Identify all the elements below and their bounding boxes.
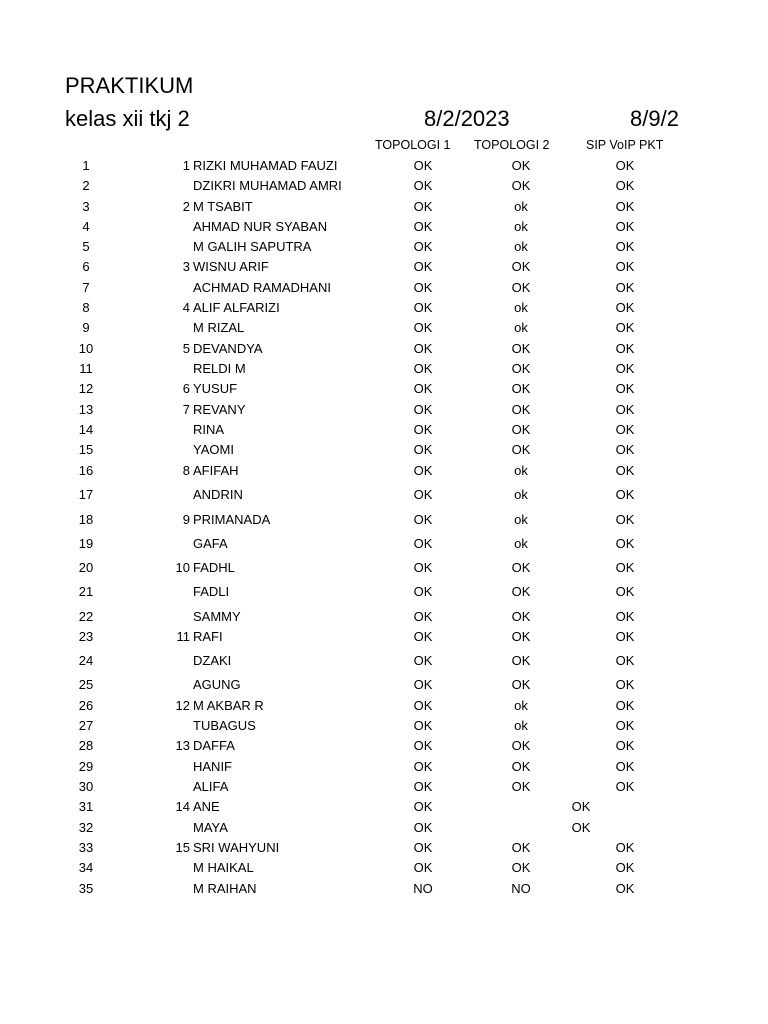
column-header-topologi-2: TOPOLOGI 2 [474,138,550,152]
row-number: 35 [78,881,94,896]
topologi-2-status: OK [511,584,531,599]
student-name: YAOMI [193,442,234,457]
row-number: 31 [78,799,94,814]
topologi-2-status: ok [514,320,528,335]
topologi-2-status: OK [511,259,531,274]
student-name: HANIF [193,759,232,774]
topologi-2-status: ok [514,512,528,527]
student-name: DZIKRI MUHAMAD AMRI [193,178,342,193]
sheet-title: PRAKTIKUM [65,73,194,98]
topologi-2-status: OK [511,779,531,794]
row-number: 34 [78,860,94,875]
row-number: 17 [78,487,94,502]
sip-voip-status: OK [615,381,635,396]
sip-voip-status: OK [615,653,635,668]
student-name: DEVANDYA [193,341,263,356]
topologi-1-status: OK [413,560,433,575]
topologi-1-status: OK [413,799,433,814]
topologi-2-status: OK [511,361,531,376]
row-number: 14 [78,422,94,437]
group-number: 1 [182,158,190,173]
sip-voip-status: OK [615,402,635,417]
topologi-2-status: OK [511,442,531,457]
topologi-1-status: OK [413,738,433,753]
topologi-2-status: OK [511,341,531,356]
sip-voip-status: OK [615,759,635,774]
row-number: 4 [82,219,90,234]
sip-voip-status: OK [571,799,591,814]
topologi-1-status: OK [413,698,433,713]
sip-voip-status: OK [615,341,635,356]
group-number: 2 [182,199,190,214]
row-number: 9 [82,320,90,335]
student-name: PRIMANADA [193,512,271,527]
topologi-1-status: OK [413,341,433,356]
topologi-1-status: OK [413,361,433,376]
sip-voip-status: OK [615,718,635,733]
sip-voip-status: OK [615,860,635,875]
student-name: M AKBAR R [193,698,264,713]
topologi-1-status: OK [413,840,433,855]
student-name: ANE [193,799,220,814]
group-number: 10 [175,560,190,575]
topologi-2-status: OK [511,840,531,855]
sip-voip-status: OK [615,840,635,855]
topologi-2-status: ok [514,239,528,254]
column-header-topologi-1: TOPOLOGI 1 [375,138,451,152]
date-header-1: 8/2/2023 [424,106,510,131]
group-number: 13 [175,738,190,753]
sip-voip-status: OK [615,320,635,335]
topologi-2-status: ok [514,300,528,315]
topologi-2-status: ok [514,698,528,713]
row-number: 24 [78,653,94,668]
row-number: 18 [78,512,94,527]
student-name: ANDRIN [193,487,243,502]
topologi-1-status: OK [413,442,433,457]
topologi-1-status: OK [413,512,433,527]
sip-voip-status: OK [615,609,635,624]
group-number: 6 [182,381,190,396]
topologi-2-status: OK [511,280,531,295]
student-name: MAYA [193,820,228,835]
student-name: ALIF ALFARIZI [193,300,280,315]
row-number: 7 [82,280,90,295]
student-name: RINA [193,422,225,437]
sip-voip-status: OK [615,422,635,437]
topologi-2-status: OK [511,759,531,774]
sip-voip-status: OK [615,361,635,376]
sip-voip-status: OK [615,158,635,173]
topologi-1-status: OK [413,820,433,835]
topologi-1-status: OK [413,381,433,396]
date-header-2-clip [630,105,682,135]
topologi-1-status: OK [413,259,433,274]
student-name: ACHMAD RAMADHANI [193,280,331,295]
topologi-2-status: ok [514,718,528,733]
sip-voip-status: OK [615,536,635,551]
group-number: 8 [182,463,190,478]
group-number: 4 [182,300,190,315]
group-number: 14 [175,799,190,814]
sip-voip-status: OK [615,239,635,254]
topologi-2-status: OK [511,402,531,417]
student-name: SAMMY [193,609,241,624]
topologi-1-status: OK [413,584,433,599]
student-name: RAFI [193,629,223,644]
student-name: DZAKI [193,653,232,668]
student-name: AHMAD NUR SYABAN [193,219,328,234]
topologi-2-status: OK [511,629,531,644]
sip-voip-status: OK [615,584,635,599]
column-header-sip-voip-pkt: SIP VoIP PKT [586,138,664,152]
row-number: 32 [78,820,94,835]
row-number: 8 [82,300,90,315]
group-number: 9 [182,512,190,527]
student-name: WISNU ARIF [193,259,269,274]
row-number: 19 [78,536,94,551]
student-name: YUSUF [193,381,238,396]
topologi-1-status: OK [413,718,433,733]
row-number: 26 [78,698,94,713]
sip-voip-status: OK [615,512,635,527]
topologi-2-status: OK [511,178,531,193]
student-name: GAFA [193,536,228,551]
topologi-1-status: OK [413,320,433,335]
topologi-2-status: ok [514,536,528,551]
sip-voip-status: OK [615,881,635,896]
sip-voip-status: OK [615,259,635,274]
student-name: AFIFAH [193,463,239,478]
topologi-2-status: OK [511,653,531,668]
row-number: 5 [82,239,90,254]
topologi-1-status: OK [413,860,433,875]
student-name: M HAIKAL [193,860,254,875]
topologi-1-status: OK [413,178,433,193]
student-name: REVANY [193,402,246,417]
sip-voip-status: OK [615,698,635,713]
sip-voip-status: OK [615,738,635,753]
group-number: 7 [182,402,190,417]
topologi-1-status: OK [413,199,433,214]
sip-voip-status: OK [571,820,591,835]
topologi-1-status: OK [413,653,433,668]
topologi-2-status: OK [511,609,531,624]
topologi-1-status: OK [413,239,433,254]
row-number: 10 [78,341,94,356]
topologi-1-status: OK [413,609,433,624]
row-number: 30 [78,779,94,794]
sip-voip-status: OK [615,677,635,692]
student-name: M RIZAL [193,320,245,335]
topologi-2-status: OK [511,158,531,173]
topologi-2-status: OK [511,738,531,753]
row-number: 22 [78,609,94,624]
topologi-2-status: NO [511,881,531,896]
sip-voip-status: OK [615,219,635,234]
student-name: FADHL [193,560,235,575]
row-number: 2 [82,178,90,193]
sip-voip-status: OK [615,463,635,478]
topologi-1-status: OK [413,463,433,478]
row-number: 16 [78,463,94,478]
sip-voip-status: OK [615,487,635,502]
student-name: M RAIHAN [193,881,257,896]
date-header-2: 8/9/2 [630,106,679,131]
student-name: AGUNG [193,677,241,692]
row-number: 33 [78,840,94,855]
row-number: 23 [78,629,94,644]
row-number: 27 [78,718,94,733]
topologi-1-status: OK [413,759,433,774]
topologi-1-status: OK [413,422,433,437]
topologi-2-status: OK [511,381,531,396]
topologi-1-status: NO [413,881,433,896]
sip-voip-status: OK [615,280,635,295]
sip-voip-status: OK [615,442,635,457]
group-number: 15 [175,840,190,855]
student-name: ALIFA [193,779,229,794]
row-number: 25 [78,677,94,692]
topologi-1-status: OK [413,629,433,644]
group-number: 3 [182,259,190,274]
row-number: 6 [82,259,90,274]
student-name: DAFFA [193,738,235,753]
topologi-2-status: ok [514,219,528,234]
group-number: 5 [182,341,190,356]
topologi-1-status: OK [413,280,433,295]
row-number: 11 [79,361,93,376]
student-name: M GALIH SAPUTRA [193,239,312,254]
topologi-2-status: OK [511,677,531,692]
student-name: RELDI M [193,361,246,376]
row-number: 20 [78,560,94,575]
topologi-1-status: OK [413,487,433,502]
topologi-2-status: ok [514,463,528,478]
class-label: kelas xii tkj 2 [65,106,190,131]
row-number: 21 [78,584,94,599]
sip-voip-status: OK [615,199,635,214]
topologi-2-status: OK [511,422,531,437]
sip-voip-status: OK [615,629,635,644]
row-number: 28 [78,738,94,753]
student-name: TUBAGUS [193,718,256,733]
topologi-2-status: ok [514,487,528,502]
row-number: 29 [78,759,94,774]
group-number: 12 [175,698,190,713]
topologi-1-status: OK [413,536,433,551]
topologi-1-status: OK [413,219,433,234]
student-name: SRI WAHYUNI [193,840,280,855]
topologi-1-status: OK [413,300,433,315]
topologi-1-status: OK [413,402,433,417]
sip-voip-status: OK [615,779,635,794]
topologi-1-status: OK [413,779,433,794]
row-number: 13 [78,402,94,417]
row-number: 15 [78,442,94,457]
row-number: 12 [78,381,94,396]
student-name: FADLI [193,584,230,599]
sip-voip-status: OK [615,178,635,193]
topologi-2-status: OK [511,560,531,575]
topologi-1-status: OK [413,158,433,173]
student-name: RIZKI MUHAMAD FAUZI [193,158,338,173]
topologi-2-status: ok [514,199,528,214]
sip-voip-status: OK [615,560,635,575]
topologi-2-status: OK [511,860,531,875]
sip-voip-status: OK [615,300,635,315]
student-name: M TSABIT [193,199,253,214]
row-number: 3 [82,199,90,214]
row-number: 1 [82,158,90,173]
group-number: 11 [176,629,190,644]
topologi-1-status: OK [413,677,433,692]
